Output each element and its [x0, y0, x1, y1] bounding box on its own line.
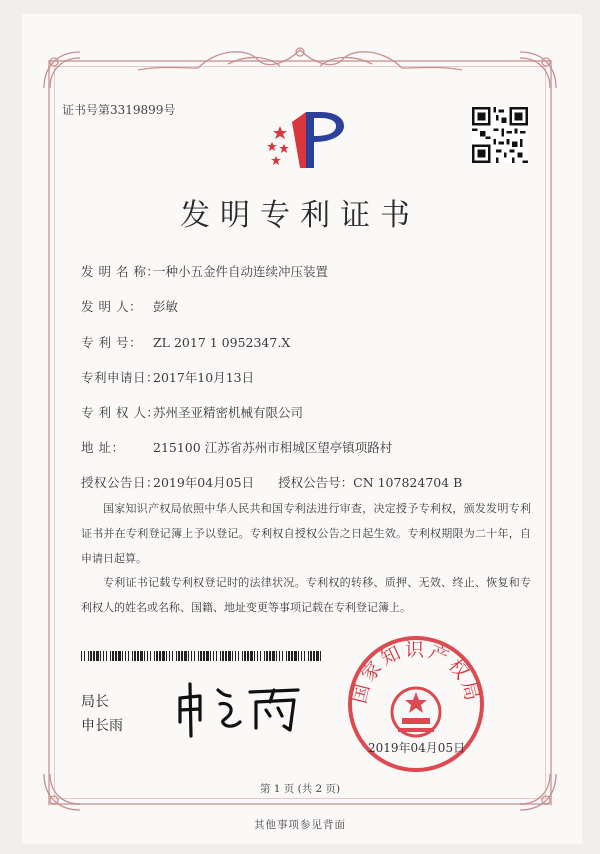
- field-grant-date: 授权公告日：2019年04月05日 授权公告号：CN 107824704 B: [81, 475, 463, 490]
- statement-paragraph: 国家知识产权局依照中华人民共和国专利法进行审查，决定授予专利权，颁发发明专利证书并在专利登记簿上予以登记。专利权自授权公告之日起生效。专利权期限为二十年，自申请日起算。: [81, 502, 531, 565]
- director-title: 局长: [81, 694, 109, 710]
- patent-office-logo-icon: [262, 108, 348, 170]
- certificate-title: 发明专利证书: [180, 198, 420, 233]
- field-patent-number: 专 利 号： ZL 2017 1 0952347.X: [81, 335, 291, 350]
- director-name: 申长雨: [81, 718, 123, 734]
- top-ornament-icon: [48, 40, 552, 74]
- field-patentee: 专 利 权 人：苏州圣亚精密机械有限公司: [81, 405, 304, 420]
- field-invention-name: 发 明 名 称：一种小五金件自动连续冲压装置: [81, 264, 329, 279]
- barcode-icon: [81, 651, 321, 661]
- statement-paragraph: 专利证书记载专利权登记时的法律状况。专利权的转移、质押、无效、终止、恢复和专利权人的姓名或名称、国籍、地址变更等事项记载在专利登记簿上。: [81, 576, 531, 614]
- qr-code-icon: [472, 107, 528, 163]
- page-number: 第 1 页 (共 2 页): [259, 783, 341, 795]
- field-application-date: 专利申请日：2017年10月13日: [81, 370, 255, 385]
- seal-date: 2019年04月05日: [368, 741, 466, 755]
- svg-text:国家知识产权局: 国家知识产权局: [348, 639, 484, 706]
- footer-note: 其他事项参见背面: [254, 819, 346, 831]
- corner-ornament-icon: [516, 48, 560, 92]
- field-inventor: 发 明 人： 彭敏: [81, 299, 179, 314]
- certificate-number: 证书号第3319899号: [62, 103, 176, 117]
- corner-ornament-icon: [40, 48, 84, 92]
- field-address: 地 址： 215100 江苏省苏州市相城区望亭镇项路村: [81, 440, 393, 455]
- director-signature-icon: [170, 676, 310, 740]
